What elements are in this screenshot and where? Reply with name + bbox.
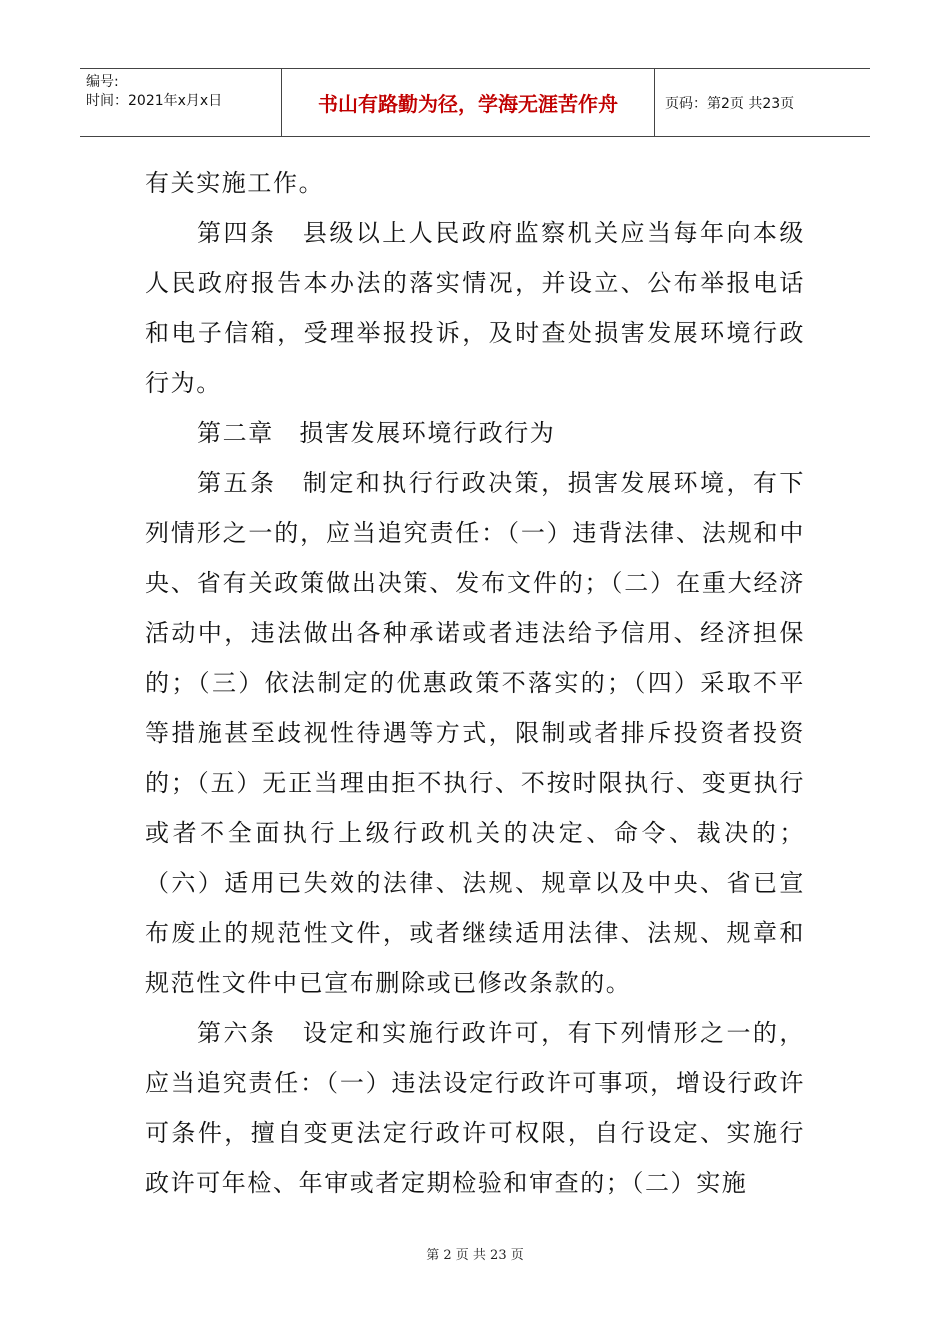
page-header (80, 68, 870, 137)
document-body (145, 158, 805, 1208)
serial-label: 编号: (86, 74, 119, 90)
chapter-2-title: 第二章 损害发展环境行政行为 (197, 419, 556, 447)
article-5: 第五条 制定和执行行政决策，损害发展环境，有下列情形之一的，应当追究责任：（一）违背法律、法规和中央、省有关政策做出决策、发布文件的；（二）在重大经济活动中，违法做出各种承诺或者违法给予信用、经济担保的；（三）依法制定的优惠政策不落实的；（四）采取不平等措施甚至歧视性待遇等方式，限制或者排斥投资者投资的；（五）无正当理由拒不执行、不按时限执行、变更执行或者不全面执行上级行政机关的决定、命令、裁决的；（六）适用已失效的法律、法规、规章以及中央、省已宣布废止的规范性文件，或者继续适用法律、法规、规章和规范性文件中已宣布删除或已修改条款的。 (145, 469, 805, 997)
date-label: 时间：2021年x月x日 (86, 93, 223, 109)
article-4: 第四条 县级以上人民政府监察机关应当每年向本级人民政府报告本办法的落实情况，并设立、公布举报电话和电子信箱，受理举报投诉，及时查处损害发展环境行政行为。 (145, 219, 805, 397)
page-footer: 第 2 页 共 23 页 (426, 1248, 524, 1263)
header-motto: 书山有路勤为径，学海无涯苦作舟 (282, 69, 655, 136)
article-6: 第六条 设定和实施行政许可，有下列情形之一的，应当追究责任：（一）违法设定行政许可事项，增设行政许可条件，擅自变更法定行政许可权限，自行设定、实施行政许可年检、年审或者定期检验和审查的；（二）实施 (145, 1019, 805, 1197)
paragraph-continuation: 有关实施工作。 (145, 169, 325, 197)
header-meta (80, 69, 282, 136)
header-page-info: 页码：第2页 共23页 (665, 95, 795, 112)
